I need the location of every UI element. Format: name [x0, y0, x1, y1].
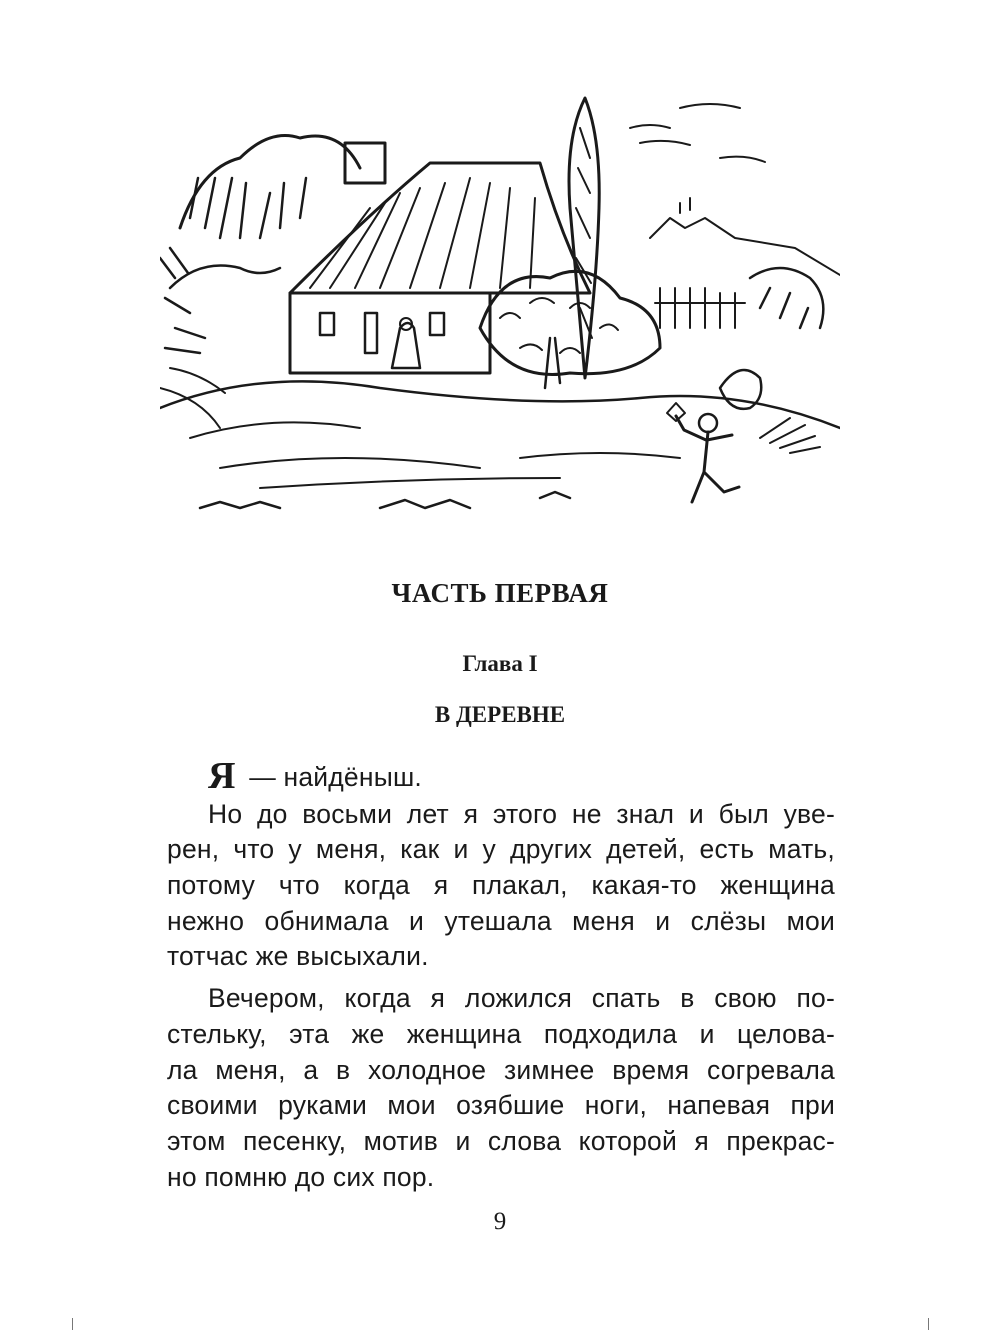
chapter-text — [167, 757, 835, 1195]
crop-mark — [928, 1318, 929, 1330]
chapter-title: В ДЕРЕВНЕ — [434, 702, 566, 727]
text-line: но помню до сих пор. — [167, 1161, 435, 1192]
text-line: потому что когда я плакал, какая-то женщина — [167, 870, 835, 901]
text-line: Вечером, когда я ложился спать в свою по- — [208, 983, 835, 1014]
text-line: ла меня, а в холодное зимнее время согревала — [167, 1054, 835, 1085]
text-line: нежно обнимала и утешала меня и слёзы мои — [167, 905, 835, 936]
text-line: этом песенку, мотив и слова которой я прекрас- — [167, 1125, 835, 1156]
opening-line — [167, 755, 835, 797]
text-line: рен, что у меня, как и у других детей, есть мать, — [167, 834, 835, 865]
text-line: стельку, эта же женщина подходила и целова- — [167, 1018, 835, 1049]
village-cottage-sketch-icon — [160, 88, 840, 533]
chapter-illustration — [160, 88, 840, 533]
page-number: 9 — [493, 1208, 507, 1235]
chapter-number: Глава I — [462, 651, 538, 676]
part-title: ЧАСТЬ ПЕРВАЯ — [391, 578, 609, 608]
text-line: своими руками мои озябшие ноги, напевая при — [167, 1090, 835, 1121]
drop-cap: Я — [208, 755, 236, 797]
text-line: Но до восьми лет я этого не знал и был уве- — [208, 798, 835, 829]
opening-text: — найдёныш. — [241, 762, 422, 792]
text-line: тотчас же высыхали. — [167, 941, 429, 972]
crop-mark — [72, 1318, 73, 1330]
